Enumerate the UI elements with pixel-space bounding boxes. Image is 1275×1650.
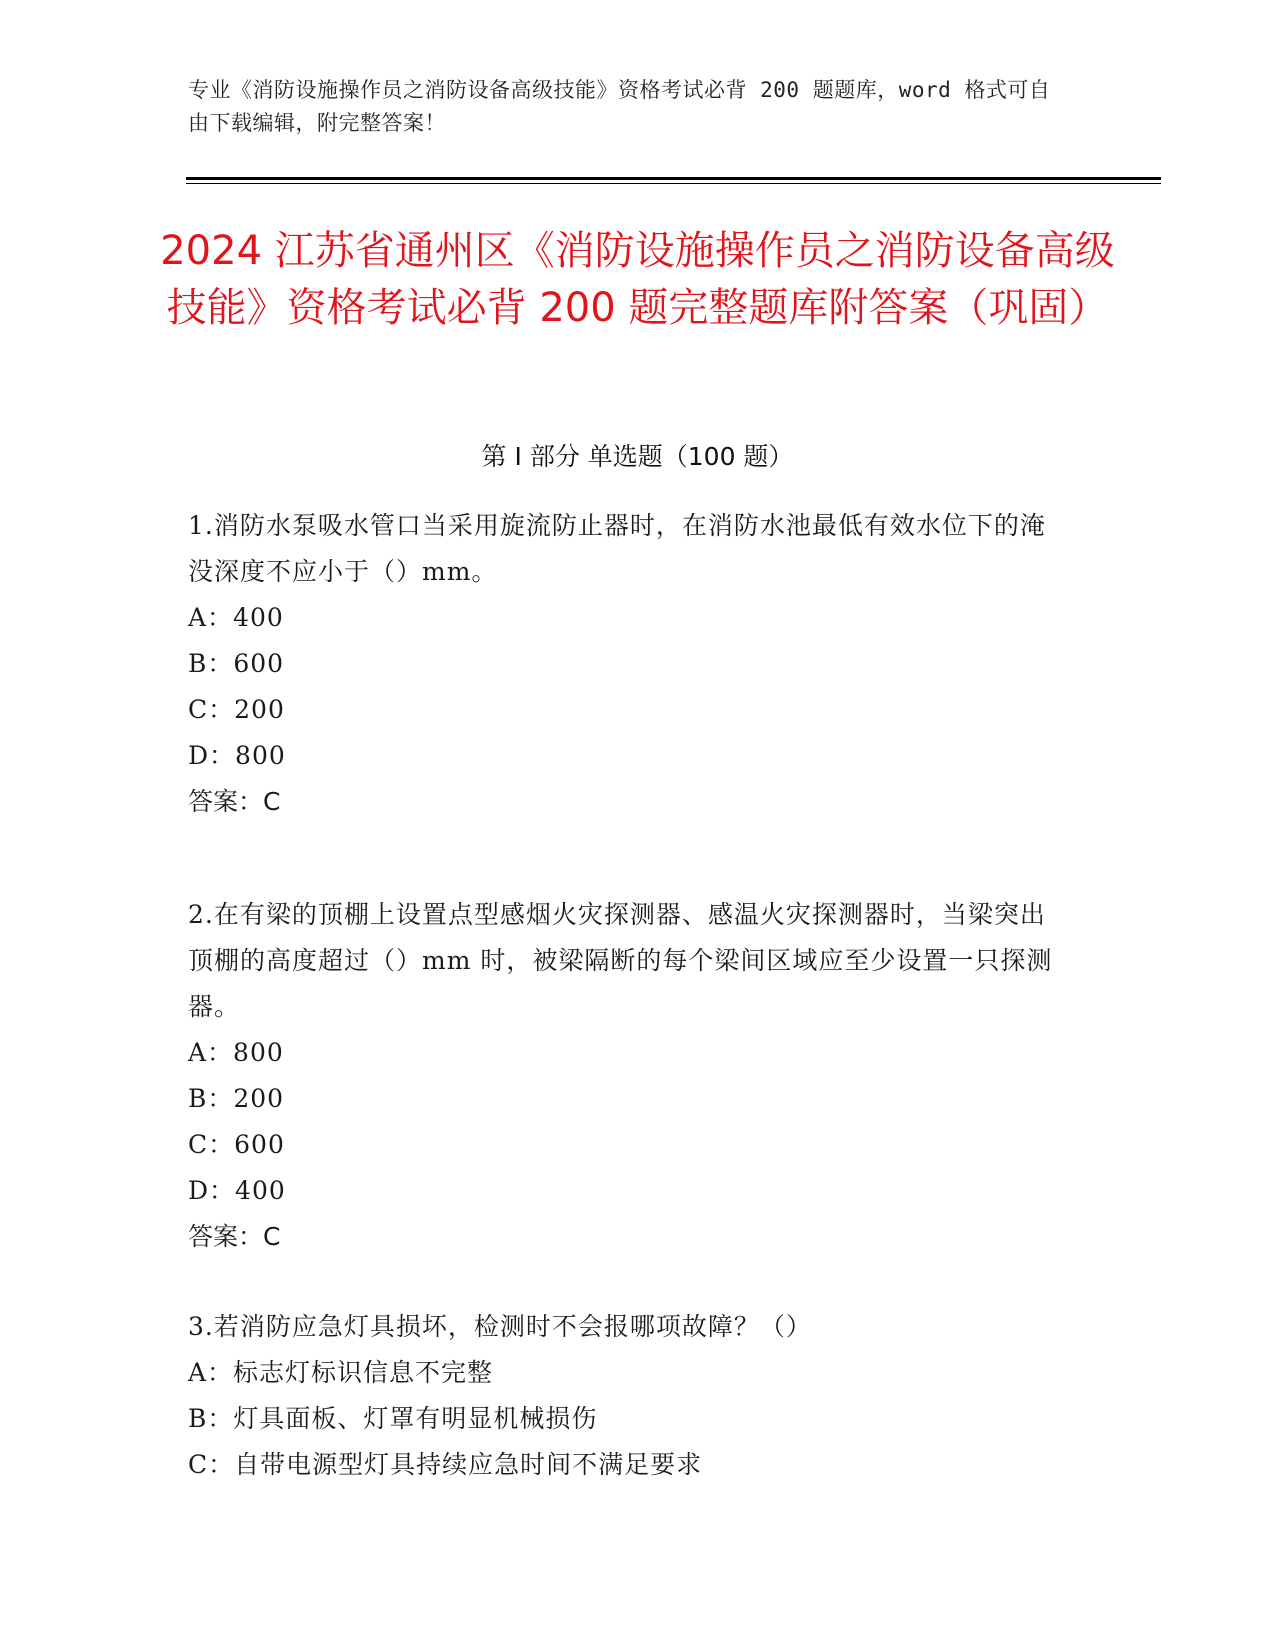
option-c: C：200: [188, 695, 285, 724]
question-3: [188, 1304, 1068, 1488]
header-rule-thick: [186, 177, 1161, 180]
header-note: 专业《消防设施操作员之消防设备高级技能》资格考试必背 200 题题库，word 格式可自由下载编辑，附完整答案！: [188, 78, 1051, 135]
option-b: B：600: [188, 649, 285, 678]
option-d: D：400: [188, 1176, 286, 1205]
question-stem: 1.消防水泵吸水管口当采用旋流防止器时，在消防水池最低有效水位下的淹没深度不应小于（）mm。: [188, 511, 1046, 586]
document-title: 2024 江苏省通州区《消防设施操作员之消防设备高级技能》资格考试必背 200 题完整题库附答案（巩固）: [160, 228, 1115, 331]
option-c: C：600: [188, 1130, 285, 1159]
option-d: D：800: [188, 741, 286, 770]
question-stem: 2.在有梁的顶棚上设置点型感烟火灾探测器、感温火灾探测器时，当梁突出顶棚的高度超过（）mm 时，被梁隔断的每个梁间区域应至少设置一只探测器。: [188, 900, 1053, 1021]
option-a: A：400: [188, 603, 284, 632]
section-heading: 第 I 部分 单选题（100 题）: [481, 442, 794, 471]
answer: 答案：C: [188, 1222, 281, 1251]
option-b: B：灯具面板、灯罩有明显机械损伤: [188, 1404, 598, 1433]
question-stem: 3.若消防应急灯具损坏，检测时不会报哪项故障？（）: [188, 1312, 812, 1341]
option-b: B：200: [188, 1084, 285, 1113]
question-2: [188, 892, 1068, 1260]
option-c: C：自带电源型灯具持续应急时间不满足要求: [188, 1450, 703, 1479]
option-a: A：800: [188, 1038, 284, 1067]
option-a: A：标志灯标识信息不完整: [188, 1358, 494, 1387]
header-rule-thin: [186, 183, 1161, 184]
question-1: [188, 503, 1068, 825]
answer: 答案：C: [188, 787, 281, 816]
